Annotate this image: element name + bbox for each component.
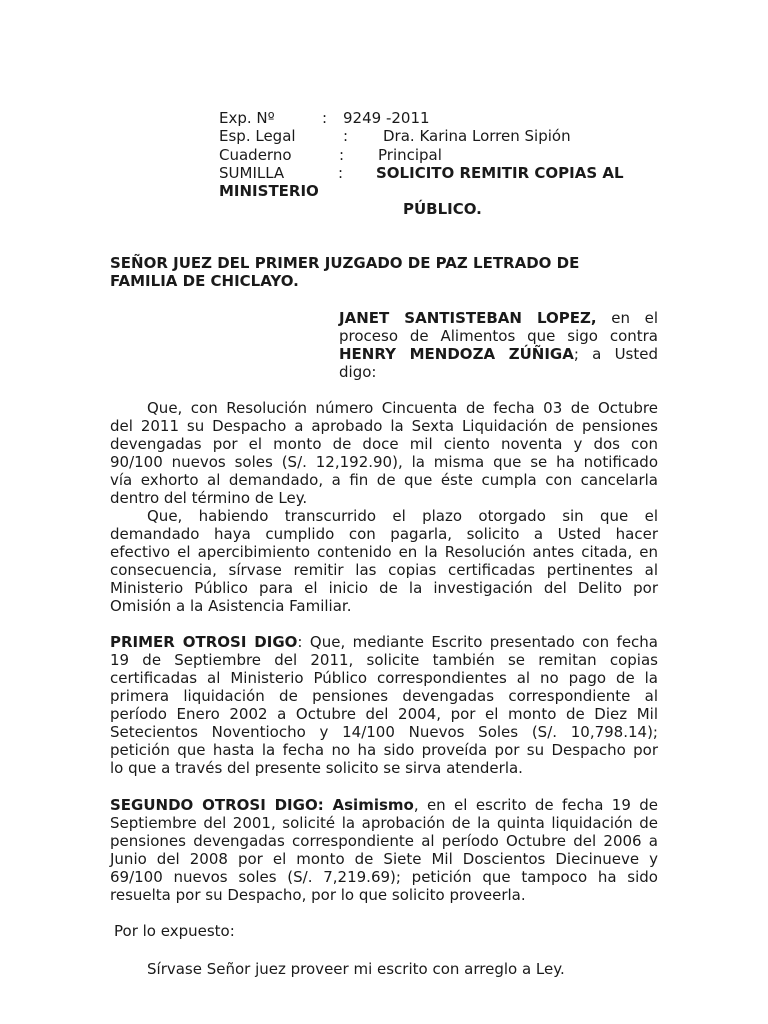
- exp-value: 9249 -2011: [343, 109, 430, 127]
- addressee-line-2: FAMILIA DE CHICLAYO.: [110, 272, 299, 290]
- primer-otrosi-line: Setecientos Noventiocho y 14/100 Nuevos Soles (S/. 10,798.14);: [110, 723, 658, 741]
- paragraph-2-line: Ministerio Público para el inicio de la investigación del Delito por: [110, 579, 658, 597]
- primer-otrosi-line: certificadas al Ministerio Público correspondientes al no pago de la: [110, 669, 658, 687]
- paragraph-1-line: vía exhorto al demandado, a fin de que éste cumpla con cancelarla: [110, 471, 658, 489]
- sumilla-value-line-1: SOLICITO REMITIR COPIAS AL: [376, 164, 624, 182]
- segundo-otrosi-paragraph: [110, 796, 658, 904]
- primer-otrosi-heading: PRIMER OTROSI DIGO: [110, 633, 298, 651]
- primer-otrosi-line: 19 de Septiembre del 2011, solicite también se remitan copias: [110, 651, 658, 669]
- intro-line-4: digo:: [339, 363, 377, 381]
- sumilla-value-line-3: PÚBLICO.: [403, 200, 482, 218]
- exp-label: Exp. Nº: [219, 109, 275, 127]
- intro-block: [339, 309, 658, 381]
- addressee-line-1: SEÑOR JUEZ DEL PRIMER JUZGADO DE PAZ LETRADO DE: [110, 254, 580, 272]
- esp-legal-colon: :: [343, 127, 349, 145]
- cuaderno-value: Principal: [378, 146, 442, 164]
- segundo-otrosi-line: Septiembre del 2001, solicité la aprobación de la quinta liquidación de: [110, 814, 658, 832]
- por-lo-expuesto: Por lo expuesto:: [114, 922, 235, 940]
- final-request: Sírvase Señor juez proveer mi escrito con arreglo a Ley.: [147, 960, 565, 978]
- paragraph-1-line: dentro del término de Ley.: [110, 489, 308, 507]
- intro-line-3: [339, 345, 658, 363]
- intro-line-1: [339, 309, 658, 327]
- paragraph-1-line: devengadas por el monto de doce mil ciento noventa y dos con: [110, 435, 658, 453]
- segundo-otrosi-first-rest: , en el escrito de fecha 19 de: [413, 796, 658, 814]
- cuaderno-colon: :: [339, 146, 345, 164]
- segundo-otrosi-heading: SEGUNDO OTROSI DIGO: Asimismo: [110, 796, 414, 814]
- paragraph-2-line: consecuencia, sírvase remitir las copias certificadas pertinentes al: [110, 561, 658, 579]
- segundo-otrosi-line: [110, 796, 658, 814]
- sumilla-value-line-2: MINISTERIO: [219, 182, 319, 200]
- segundo-otrosi-line: resuelta por su Despacho, por lo que solicito proveerla.: [110, 886, 526, 904]
- intro-line-2: proceso de Alimentos que sigo contra: [339, 327, 658, 345]
- intro-line-1-rest: en el: [611, 309, 658, 327]
- exp-colon: :: [322, 109, 328, 127]
- paragraph-2-line: efectivo el apercibimiento contenido en la Resolución antes citada, en: [110, 543, 658, 561]
- paragraph-2-line: Que, habiendo transcurrido el plazo otorgado sin que el: [147, 507, 658, 525]
- intro-line-3-rest: ; a Usted: [573, 345, 658, 363]
- cuaderno-label: Cuaderno: [219, 146, 292, 164]
- sumilla-colon: :: [338, 164, 344, 182]
- primer-otrosi-first-rest: : Que, mediante Escrito presentado con fecha: [297, 633, 658, 651]
- paragraph-1-line: 90/100 nuevos soles (S/. 12,192.90), la misma que se ha notificado: [110, 453, 658, 471]
- segundo-otrosi-line: 69/100 nuevos soles (S/. 7,219.69); petición que tampoco ha sido: [110, 868, 658, 886]
- primer-otrosi-paragraph: [110, 633, 658, 777]
- esp-legal-label: Esp. Legal: [219, 127, 296, 145]
- primer-otrosi-line: [110, 633, 658, 651]
- segundo-otrosi-line: pensiones devengadas correspondiente al período Octubre del 2006 a: [110, 832, 658, 850]
- primer-otrosi-line: primera liquidación de pensiones devengadas correspondiente al: [110, 687, 658, 705]
- esp-legal-value: Dra. Karina Lorren Sipión: [383, 127, 571, 145]
- primer-otrosi-line: lo que a través del presente solicito se sirva atenderla.: [110, 759, 523, 777]
- segundo-otrosi-line: Junio del 2008 por el monto de Siete Mil Doscientos Diecinueve y: [110, 850, 658, 868]
- paragraph-1: [110, 399, 658, 507]
- primer-otrosi-line: período Enero 2002 a Octubre del 2004, por el monto de Diez Mil: [110, 705, 658, 723]
- paragraph-1-line: del 2011 su Despacho a aprobado la Sexta Liquidación de pensiones: [110, 417, 658, 435]
- paragraph-1-line: Que, con Resolución número Cincuenta de fecha 03 de Octubre: [147, 399, 658, 417]
- primer-otrosi-line: petición que hasta la fecha no ha sido proveída por su Despacho por: [110, 741, 658, 759]
- sumilla-label: SUMILLA: [219, 164, 285, 182]
- paragraph-2: [110, 507, 658, 615]
- defendant-name: HENRY MENDOZA ZÚÑIGA: [339, 345, 574, 363]
- plaintiff-name: JANET SANTISTEBAN LOPEZ,: [339, 309, 597, 327]
- paragraph-2-line: demandado haya cumplido con pagarla, solicito a Usted hacer: [110, 525, 658, 543]
- paragraph-2-line: Omisión a la Asistencia Familiar.: [110, 597, 352, 615]
